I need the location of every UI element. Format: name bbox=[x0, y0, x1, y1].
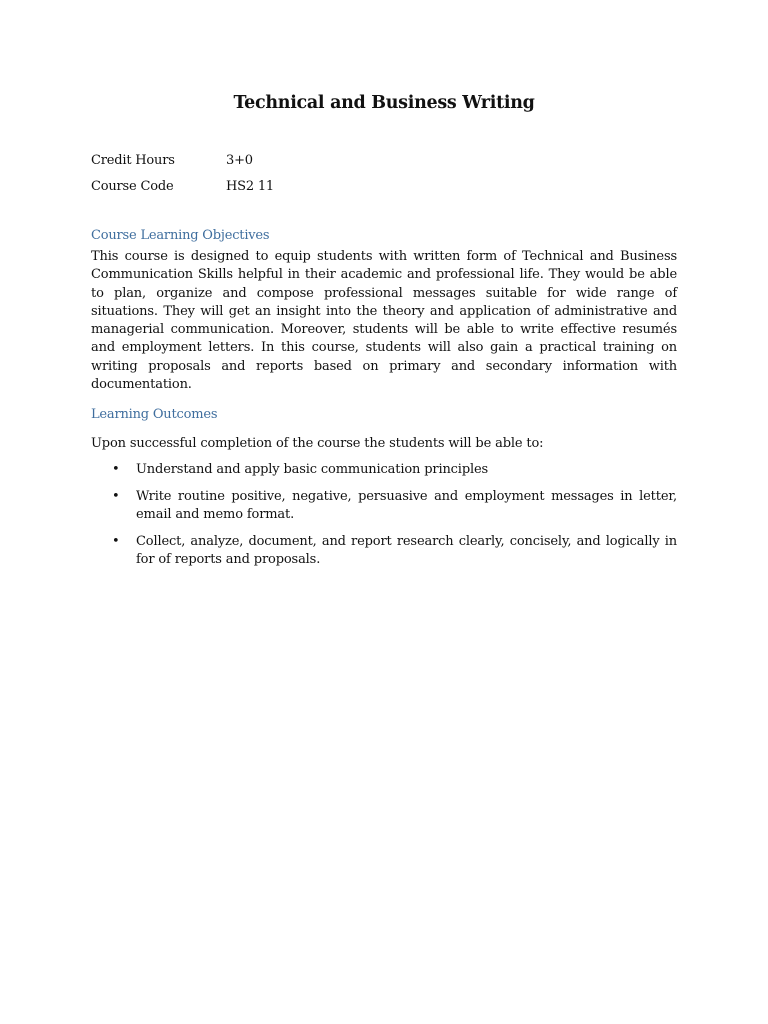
objectives-paragraph: This course is designed to equip students with written form of Technical and Business Communication Skills helpful in their academic and professional life. They would be able to plan, organize and compose professional messages suitable for wide range of situations. They will get an insight into the theory and application of administrative and managerial communication. Moreover, students will be able to write effective resumés and employment letters. In this course, students will also gain a practical training on writing proposals and reports based on primary and secondary information with documentation. bbox=[91, 249, 677, 393]
outcomes-intro: Upon successful completion of the course the students will be able to: bbox=[91, 436, 544, 451]
document-title: Technical and Business Writing bbox=[233, 93, 535, 113]
list-item-text: Write routine positive, negative, persuasive and employment messages in letter, email and memo format. bbox=[136, 488, 677, 523]
list-item-text: Collect, analyze, document, and report research clearly, concisely, and logically in for of reports and proposals. bbox=[136, 533, 677, 568]
outcomes-heading: Learning Outcomes bbox=[91, 407, 218, 422]
list-item bbox=[91, 488, 677, 525]
bullet-icon: • bbox=[112, 488, 120, 504]
list-item-text: Understand and apply basic communication principles bbox=[136, 462, 489, 477]
meta-label: Course Code bbox=[91, 179, 174, 194]
meta-label: Credit Hours bbox=[91, 153, 175, 168]
list-item bbox=[91, 533, 677, 570]
objectives-heading: Course Learning Objectives bbox=[91, 228, 270, 243]
bullet-icon: • bbox=[112, 462, 120, 477]
meta-value: 3+0 bbox=[226, 153, 253, 168]
outcomes-list bbox=[91, 461, 677, 578]
bullet-icon: • bbox=[112, 533, 120, 549]
list-item bbox=[91, 461, 677, 479]
meta-value: HS2 11 bbox=[226, 179, 274, 194]
